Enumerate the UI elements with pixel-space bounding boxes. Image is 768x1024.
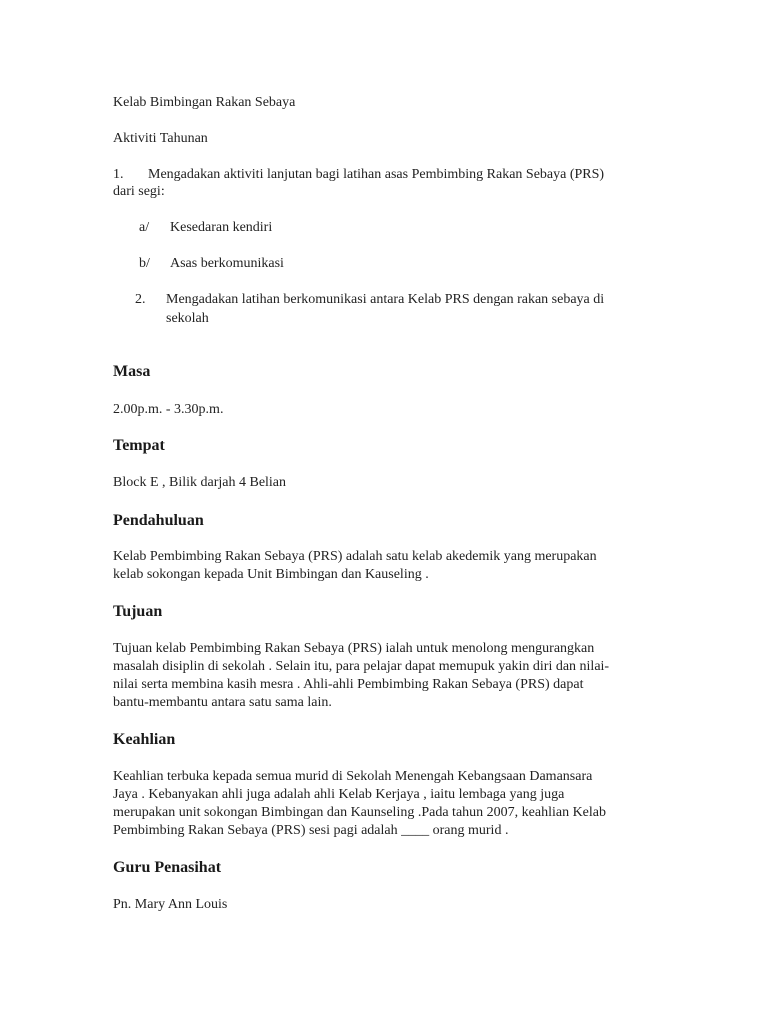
tujuan-line-3: nilai serta membina kasih mesra . Ahli-ahli Pembimbing Rakan Sebaya (PRS) dapat <box>113 677 584 692</box>
subitem-b-marker: b/ <box>139 256 150 271</box>
heading-masa: Masa <box>113 363 151 380</box>
tujuan-line-1: Tujuan kelab Pembimbing Rakan Sebaya (PRS) ialah untuk menolong mengurangkan <box>113 641 595 656</box>
item-1-number: 1. <box>113 167 124 182</box>
keahlian-line-3: merupakan unit sokongan Bimbingan dan Kaunseling .Pada tahun 2007, keahlian Kelab <box>113 805 607 820</box>
pendahuluan-line-1: Kelab Pembimbing Rakan Sebaya (PRS) adalah satu kelab akedemik yang merupakan <box>113 549 597 564</box>
item-1-text-line2: dari segi: <box>113 184 165 199</box>
guru-penasihat-name: Pn. Mary Ann Louis <box>113 897 228 912</box>
masa-text: 2.00p.m. - 3.30p.m. <box>113 402 224 417</box>
item-2-text-line2: sekolah <box>166 311 209 326</box>
document-subtitle: Aktiviti Tahunan <box>113 131 208 146</box>
heading-guru-penasihat: Guru Penasihat <box>113 859 222 876</box>
heading-tempat: Tempat <box>113 437 165 454</box>
heading-tujuan: Tujuan <box>113 603 163 620</box>
keahlian-line-2: Jaya . Kebanyakan ahli juga adalah ahli Kelab Kerjaya , iaitu lembaga yang juga <box>113 787 565 802</box>
tujuan-line-4: bantu-membantu antara satu sama lain. <box>113 695 332 710</box>
item-1-text-line1: Mengadakan aktiviti lanjutan bagi latihan asas Pembimbing Rakan Sebaya (PRS) <box>148 167 605 182</box>
heading-keahlian: Keahlian <box>113 731 176 748</box>
document-title: Kelab Bimbingan Rakan Sebaya <box>113 95 296 110</box>
keahlian-line-4: Pembimbing Rakan Sebaya (PRS) sesi pagi adalah ____ orang murid . <box>113 823 509 838</box>
pendahuluan-line-2: kelab sokongan kepada Unit Bimbingan dan Kauseling . <box>113 567 429 582</box>
item-2-number: 2. <box>135 292 146 307</box>
item-2-text-line1: Mengadakan latihan berkomunikasi antara Kelab PRS dengan rakan sebaya di <box>166 292 605 307</box>
keahlian-line-1: Keahlian terbuka kepada semua murid di Sekolah Menengah Kebangsaan Damansara <box>113 769 593 784</box>
subitem-a-text: Kesedaran kendiri <box>170 220 273 235</box>
heading-pendahuluan: Pendahuluan <box>113 512 204 529</box>
subitem-b-text: Asas berkomunikasi <box>170 256 284 271</box>
subitem-a-marker: a/ <box>139 220 150 235</box>
tempat-text: Block E , Bilik darjah 4 Belian <box>113 475 287 490</box>
tujuan-line-2: masalah disiplin di sekolah . Selain itu, para pelajar dapat memupuk yakin diri dan nilai- <box>113 659 610 674</box>
